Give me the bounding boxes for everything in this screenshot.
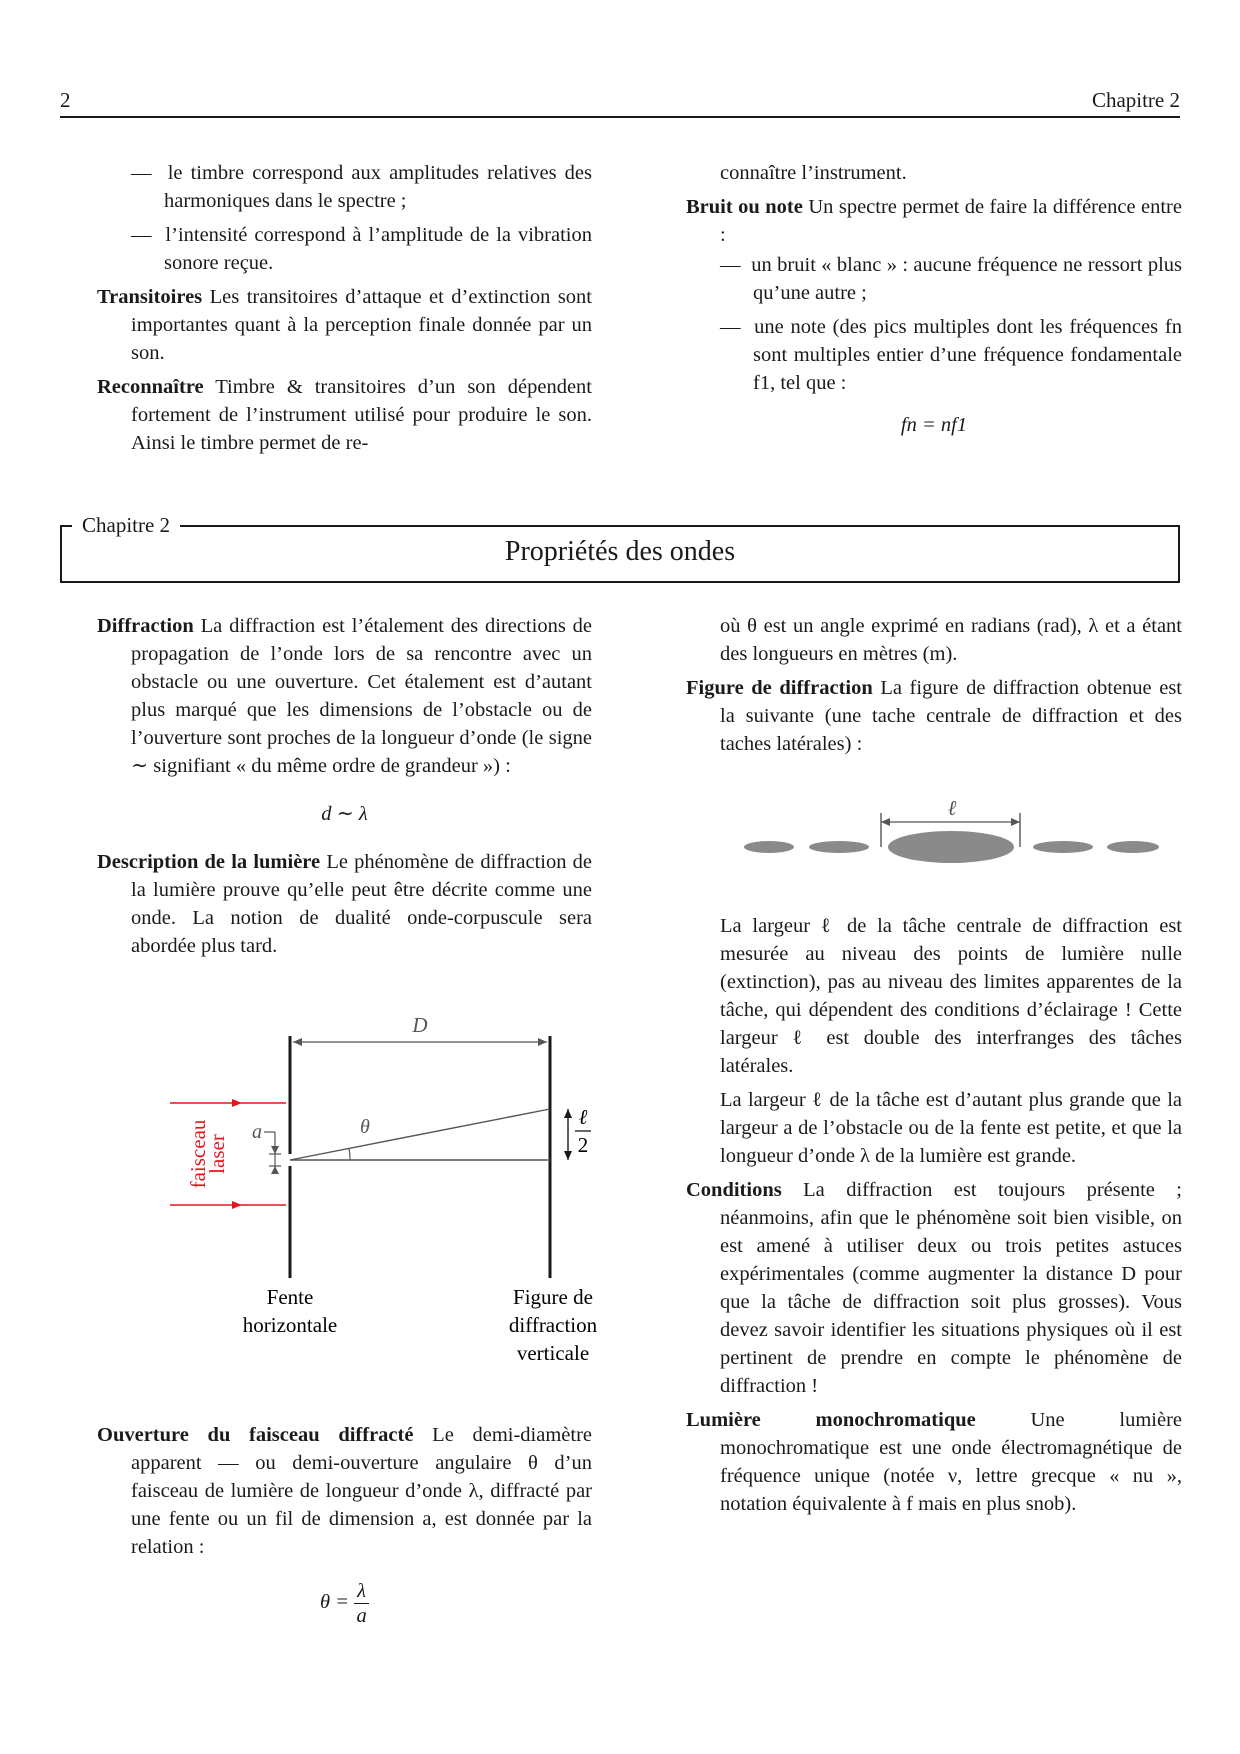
equation-theta — [97, 1579, 592, 1628]
paragraph: La largeur ℓ de la tâche est d’autant plus grande que la largeur a de l’obstacle ou de la fente est petite, et que la longueur d’onde λ de la lumière est grande. — [720, 1089, 1182, 1167]
list-item: — un bruit « blanc » : aucune fréquence ne ressort plus qu’une autre ; — [720, 254, 1183, 304]
diffraction-setup-diagram — [150, 1010, 620, 1370]
label-theta: θ — [360, 1116, 370, 1138]
term: Diffraction — [97, 615, 194, 637]
definition-conditions: Conditions La diffraction est toujours présente ; néanmoins, afin que le phénomène soit bien visible, on est amené à utiliser deux ou trois petites astuces expérimentales (comme augmenter la distance D pour que la tâche de diffraction soit plus grosses). Vous devez savoir identifier les situations physiques où il est pertinent de prendre en compte le phénomène de diffraction ! — [686, 1179, 1183, 1397]
definition-transitoires: Transitoires Les transitoires d’attaque et d’extinction sont importantes quant à la perception finale donnée par un son. — [97, 286, 592, 364]
list-item: — une note (des pics multiples dont les fréquences fn sont multiples entier d’une fréquence fondamentale f1, tel que : — [720, 316, 1182, 394]
label-half-num: ℓ — [578, 1105, 588, 1129]
definition-bruit: Bruit ou note Un spectre permet de faire la différence entre : — [686, 196, 1182, 246]
definition-monochromatique: Lumière monochromatique Une lumière monochromatique est une onde électromagnétique de fréquence unique (notée ν, lettre grecque « nu », notation équivalente à f mais en plus snob). — [686, 1409, 1182, 1515]
label-half-den: 2 — [577, 1133, 589, 1157]
term: Reconnaître — [97, 376, 204, 398]
caption-fente-line1: Fente — [266, 1285, 314, 1309]
arrow-down-icon — [564, 1151, 572, 1160]
fraction-denominator: a — [356, 1605, 367, 1627]
fraction — [354, 1579, 369, 1628]
term: Ouverture du faisceau diffracté — [97, 1424, 414, 1446]
arrow-left-icon — [881, 818, 890, 826]
label-laser-line1: faisceau — [186, 1119, 210, 1189]
lateral-spot — [744, 841, 794, 853]
label-D: D — [412, 1013, 428, 1037]
laser-arrow-icon — [232, 1201, 242, 1209]
top-right-column — [686, 159, 1182, 445]
left-column-bottom — [97, 1421, 592, 1642]
chapter-label: Chapitre 2 — [72, 512, 180, 538]
label-laser-line2: laser — [205, 1134, 229, 1174]
label-width: ℓ — [947, 796, 957, 820]
term: Bruit ou note — [686, 196, 803, 218]
arrow-down-icon — [271, 1146, 279, 1154]
arrow-left-icon — [293, 1038, 302, 1046]
arrow-right-icon — [1011, 818, 1020, 826]
chapter-title: Propriétés des ondes — [504, 536, 736, 567]
caption-fente-line2: horizontale — [242, 1313, 338, 1337]
lateral-spot — [1033, 841, 1093, 853]
term: Lumière monochromatique — [686, 1409, 976, 1431]
term: Transitoires — [97, 286, 203, 308]
paragraph: La largeur ℓ de la tâche centrale de diffraction est mesurée au niveau des points de lumière nulle (extinction), pas au niveau des limites apparentes de la tâche, qui dépendent des conditions d’éclairage ! Cette largeur ℓ est double des interfranges des tâches latérales. — [720, 915, 1182, 1077]
diffraction-pattern-figure — [740, 795, 1190, 885]
lateral-spot — [809, 841, 869, 853]
page-number: 2 — [60, 88, 71, 112]
left-column — [97, 612, 592, 966]
caption-figure-line3: verticale — [516, 1341, 590, 1365]
equation-d-lambda: d ∼ λ — [321, 803, 368, 825]
central-spot — [888, 831, 1014, 863]
fraction-numerator: λ — [354, 1579, 369, 1604]
list-item: — l’intensité correspond à l’amplitude de la vibration sonore reçue. — [131, 224, 592, 274]
equation-fn: fn = nf1 — [900, 414, 968, 436]
term: Figure de diffraction — [686, 677, 873, 699]
right-column-bottom — [686, 912, 1182, 1524]
list-item: — le timbre correspond aux amplitudes relatives des harmoniques dans le spectre ; — [131, 162, 592, 212]
definition-ouverture: Ouverture du faisceau diffracté Le demi-diamètre apparent — ou demi-ouverture angulaire θ d’un faisceau de lumière de longueur d’onde λ, diffracté par une fente ou un fil de dimension a, est donnée par la relation : — [97, 1424, 593, 1558]
term: Conditions — [686, 1179, 782, 1201]
page-header — [60, 88, 1180, 118]
caption-figure-line2: diffraction — [508, 1313, 598, 1337]
definition-figure: Figure de diffraction La figure de diffraction obtenue est la suivante (une tache centrale de diffraction et des taches latérales) : — [686, 677, 1183, 755]
equation-lhs: θ = — [319, 1591, 349, 1614]
arrow-right-icon — [538, 1038, 547, 1046]
arrow-up-icon — [271, 1166, 279, 1174]
continuation-text: connaître l’instrument. — [720, 162, 907, 184]
caption-figure-line1: Figure de — [513, 1285, 593, 1309]
header-chapter: Chapitre 2 — [1091, 88, 1180, 112]
deviated-ray — [290, 1109, 550, 1160]
top-left-column — [97, 159, 592, 463]
label-a: a — [252, 1121, 262, 1143]
lateral-spot — [1107, 841, 1159, 853]
term: Description de la lumière — [97, 851, 321, 873]
arrow-up-icon — [564, 1109, 572, 1118]
definition-reconnaitre: Reconnaître Timbre & transitoires d’un son dépendent fortement de l’instrument utilisé pour produire le son. Ainsi le timbre permet de re- — [97, 376, 592, 454]
right-column — [686, 612, 1182, 764]
continuation-text: où θ est un angle exprimé en radians (rad), λ et a étant des longueurs en mètres (m). — [720, 615, 1182, 665]
theta-arc — [349, 1148, 350, 1160]
definition-lumiere: Description de la lumière Le phénomène de diffraction de la lumière prouve qu’elle peut être décrite comme une onde. La notion de dualité onde-corpuscule sera abordée plus tard. — [97, 851, 593, 957]
definition-diffraction: Diffraction La diffraction est l’étalement des directions de propagation de l’onde lors de sa rencontre avec un obstacle ou une ouverture. Cet étalement est d’autant plus marqué que les dimensions de l’obstacle ou de l’ouverture sont proches de la longueur d’onde (le signe ∼ signifiant « du même ordre de grandeur ») : — [97, 615, 592, 777]
laser-arrow-icon — [232, 1099, 242, 1107]
